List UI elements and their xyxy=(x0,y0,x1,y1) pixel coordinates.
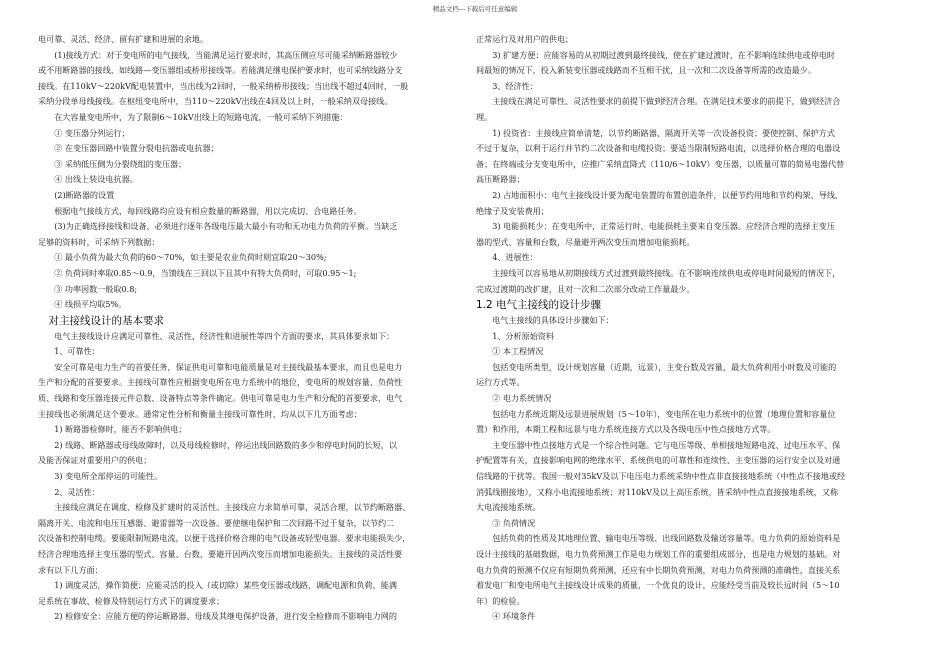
text-line: 运行方式等。 xyxy=(476,377,525,388)
text-line: 1) 断路器检修时，能否不影响供电； xyxy=(38,424,187,435)
text-line: 2) 检修安全：应能方便的停运断路器、母线及其继电保护设备，进行安全检修而不影响电力网的 xyxy=(38,611,397,622)
text-line: 主接线应满足在调度、检修及扩建时的灵活性。主接线应力求简单可靠，灵活合理，以节约断路器、 xyxy=(38,502,411,513)
text-line: 3) 变电所全部停运的可能性。 xyxy=(38,471,163,482)
text-line: 正常运行及对用户的供电； xyxy=(476,34,574,44)
text-line: 备；在终端或分支变电所中，应推广采纳直降式（110/6～10kV）变压器，以质量可靠的简易电器代替 xyxy=(476,158,845,169)
text-line: ③ 功率因数一般取0.8; xyxy=(38,283,138,294)
text-line: 主接线在满足可靠性、灵活性要求的前提下做到经济合理。在满足技术要求的前提下，做到经济合 xyxy=(476,96,841,107)
text-line: 安全可靠是电力生产的首要任务，保证供电可靠和电能质量是对主接线最基本要求，而且也是电力 xyxy=(38,361,403,372)
text-line: 根据电气接线方式，每回线路均应设有相应数量的断路器，用以完成切、合电路任务。 xyxy=(38,205,362,216)
text-line: 完成过渡期的改扩建，且对一次和二次部分改动工作量最少。 xyxy=(476,283,695,294)
text-line: 1) 调度灵活，操作简便：应能灵活的投入（或切除）某些变压器或线路，调配电源和负荷，能满 xyxy=(38,580,397,591)
section-heading: 1.2 电气主接线的设计步骤 xyxy=(476,299,602,312)
text-line: 主变压器中性点接地方式是一个综合性问题。它与电压等级、单相接地短路电流、过电压水平、保 xyxy=(476,439,841,450)
text-line: 求有以下几方面： xyxy=(38,564,103,575)
text-line: 电可靠、灵活、经济、留有扩建和进展的余地。 xyxy=(38,34,208,44)
text-line: 电气主接线设计应满足可靠性、灵活性、经济性和进展性等四个方面的要求，其具体要求如下： xyxy=(38,330,395,341)
text-line: ③ 负荷情况 xyxy=(476,517,536,528)
text-line: 设计主接线的基础数据，电力负荷预测工作是电力规划工作的重要组成部分，也是电力规划的基础。对 xyxy=(476,549,841,559)
text-line: 经济合理地选择主变压器的型式、容量、台数，要避开因两次变压而增加电能损失。主接线的灵活性要 xyxy=(38,549,403,559)
text-line: 足系统在事故、检修及特别运行方式下的调度要求； xyxy=(38,595,225,606)
text-line: 2) 占地面积小：电气主接线设计要为配电装置的布置创造条件，以便节约用地和节约构架、导线、 xyxy=(476,189,844,200)
text-line: ② 电力系统情况 xyxy=(476,393,552,404)
text-line: ③ 采纳低压侧为分裂绕组的变压器； xyxy=(38,158,187,169)
text-line: 护配置等有关，直接影响电网的绝缘水平、系统供电的可靠性和连续性、主变压器的运行安全以及对通 xyxy=(476,455,841,466)
left-text-column xyxy=(38,32,448,625)
text-line: 包括电力系统近期及远景进展规划（5～10年），变电所在电力系统中的位置（地理位置和容量位 xyxy=(476,408,836,419)
text-line: 或不用断路器的接线，如线路—变压器组或桥形接线等。若能满足继电保护要求时，也可采纳线路分支 xyxy=(38,65,403,76)
text-line: 电气主接线的具体设计步骤如下： xyxy=(476,315,614,326)
text-line: 置）和作用，本期工程和远景与电力系统连接方式以及各级电压中性点接地方式等。 xyxy=(476,424,776,435)
text-line: 3) 扩建方便：应能容易的从初期过渡到最终接线，使在扩建过渡时，在不影响连续供电或停电时 xyxy=(476,49,835,60)
text-line: 在大容量变电所中，为了限制6～10kV出线上的短路电流，一般可采纳下列措施： xyxy=(38,111,348,122)
text-line: 年）的检验。 xyxy=(476,595,525,606)
page-header-note: 精品文档---下载后可任意编辑 xyxy=(432,5,518,13)
text-line: 接线。在110kV～220kV配电装置中，当出线为2回时，一般采纳桥形接线；当出线不超过4回时，一般 xyxy=(38,80,409,91)
text-line: 电力负荷的预测不仅应有短期负荷预测，还应有中长期负荷预测，对电力负荷预测的准确性，直接关系 xyxy=(476,564,841,575)
text-line: 1、可靠性： xyxy=(38,346,100,357)
text-line: 理。 xyxy=(476,111,493,122)
text-line: 间最短的情况下，投入新装变压器或线路而不互相干扰，且一次和二次设备等所需的改造最少。 xyxy=(476,65,816,76)
text-line: 包括负荷的性质及其地理位置、输电电压等级、出线回路数及输送容量等。电力负荷的原始资料是 xyxy=(476,533,841,544)
text-line: ④ 环境条件 xyxy=(476,611,536,622)
text-line: ① 变压器分列运行； xyxy=(38,127,130,138)
text-line: 生产和分配的首要要求。主接线可靠性应根据变电所在电力系统中的地位，变电所的规划容量、负荷性 xyxy=(38,377,403,388)
text-line: 2) 线路、断路器或母线故障时，以及母线检修时，停运出线回路数的多少和停电时间的长短，以 xyxy=(38,439,397,450)
text-line: 信线路的干扰等。我国一般对35kV及以下电压电力系统采纳中性点非直接接地系统（中性点不接地或经 xyxy=(476,471,846,482)
text-line: ④ 线损平均取5%。 xyxy=(38,299,127,310)
text-line: 及能否保证对重要用户的供电； xyxy=(38,455,152,466)
text-line: 采纳分段单母线接线。在枢纽变电所中，当110～220kV出线在4回及以上时，一般采纳双母接线。 xyxy=(38,96,393,107)
text-line: 足够的资料时，可采纳下列数据： xyxy=(38,236,160,247)
text-line: ① 本工程情况 xyxy=(476,346,544,357)
text-line: 大电流接地系统。 xyxy=(476,502,541,513)
text-line: 包括变电所类型，设计规划容量（近期，远景），主变台数及容量，最大负荷利用小时数及可能的 xyxy=(476,361,837,372)
text-line: 3) 电能损耗少：在变电所中，正常运行时，电能损耗主要来自变压器。应经济合理的选择主变压 xyxy=(476,221,835,232)
text-line: (2)断路器的设置 xyxy=(38,189,115,200)
text-line: 1) 投资省：主接线应简单清楚，以节约断路器、隔离开关等一次设备投资；要使控制、保护方式 xyxy=(476,127,835,138)
text-line: ① 最小负荷为最大负荷的60～70%，如主要是农业负荷时则宜取20～30%; xyxy=(38,252,327,263)
text-line: 4、进展性： xyxy=(476,252,538,263)
text-line: 隔离开关、电流和电压互感器、避雷器等一次设备。要使继电保护和二次回路不过于复杂，以节约二 xyxy=(38,517,395,528)
text-line: 高压断路器； xyxy=(476,174,525,185)
text-line: ④ 出线上装设电抗器。 xyxy=(38,174,138,185)
text-line: 主接线可以容易地从初期接线方式过渡到最终接线。在不影响连续供电或停电时间最短的情况下， xyxy=(476,267,841,278)
text-line: ② 负荷同时率取0.85～0.9，当馈线在三回以下且其中有特大负荷时，可取0.95～1; xyxy=(38,267,357,278)
text-line: 绝缘子及安装费用； xyxy=(476,205,549,216)
text-line: 器的型式、容量和台数，尽量避开两次变压而增加电能损耗。 xyxy=(476,236,695,247)
section-heading: 对主接线设计的基本要求 xyxy=(38,314,164,327)
text-line: 着发电厂和变电所电气主接线设计成果的质量，一个优良的设计，应能经受当前及较长远时间（5～10 xyxy=(476,580,840,591)
right-text-column xyxy=(476,32,916,625)
text-line: 主接线也必须满足这个要求。通常定性分析和衡量主接线可靠性时，均从以下几方面考虑： xyxy=(38,408,362,419)
text-line: (1)接线方式：对于变电所的电气接线，当能满足运行要求时，其高压侧应尽可能采纳断路器较少 xyxy=(38,49,398,60)
text-line: ② 在变压器回路中装置分裂电抗器或电抗器； xyxy=(38,143,219,154)
text-line: 质、线路和变压器连接元件总数、设备特点等条件确定。供电可靠是电力生产和分配的首要要求，电气 xyxy=(38,393,403,404)
text-line: 次设备和控制电缆。要能限制短路电流，以便于选择价格合理的电气设备或轻型电器。要求电能损失少， xyxy=(38,533,411,544)
text-line: 消弧线圈接地），又称小电流接地系统；对110kV及以上高压系统，皆采纳中性点直接接地系统，又称 xyxy=(476,486,839,497)
text-line: (3)为正确选择接线和设备，必须进行逐年各级电压最大最小有功和无功电力负荷的平衡。当缺乏 xyxy=(38,221,398,232)
text-line: 1、分析原始资料 xyxy=(476,330,554,341)
text-line: 2、灵活性： xyxy=(38,486,100,497)
text-line: 不过于复杂，以利于运行并节约二次设备和电缆投资；要适当限制短路电流，以选择价格合理的电器设 xyxy=(476,143,841,154)
text-line: 3、经济性： xyxy=(476,80,538,91)
